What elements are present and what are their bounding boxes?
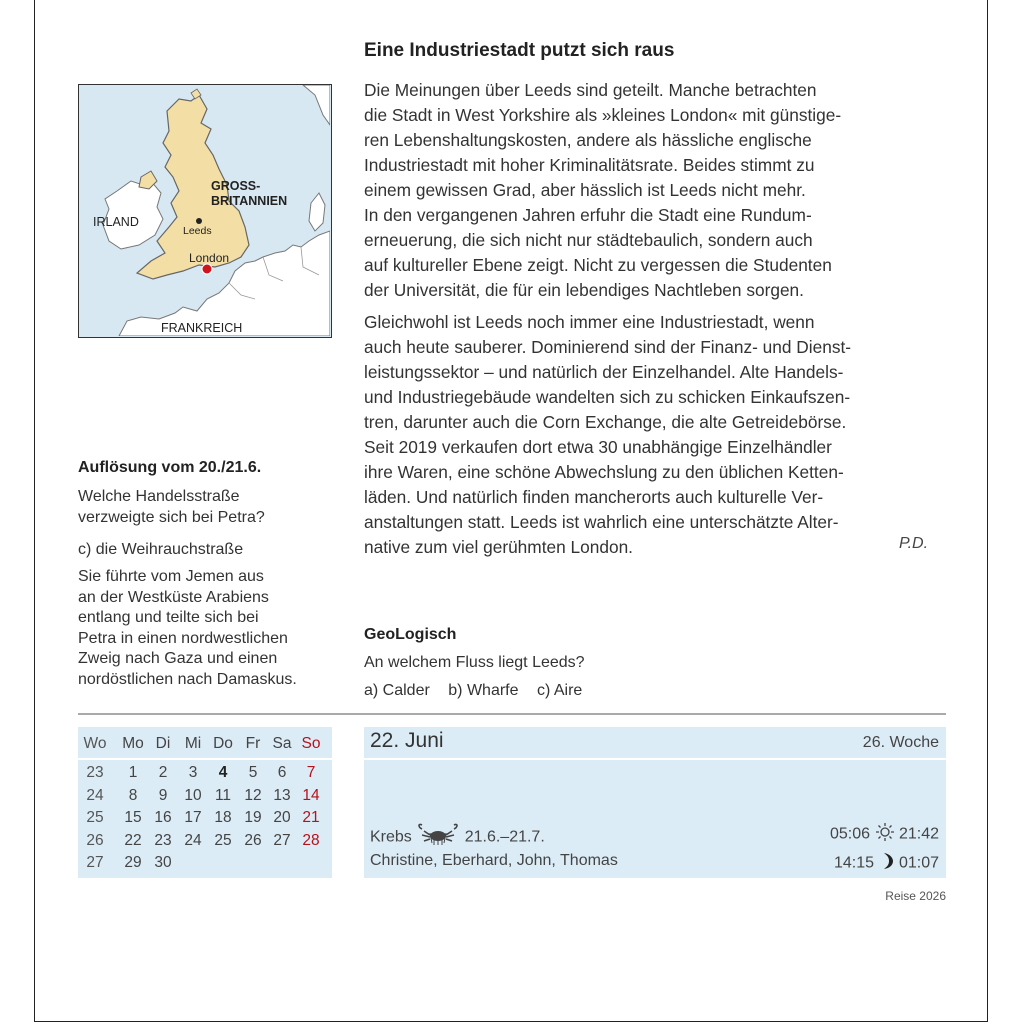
calendar-day: 18: [214, 809, 232, 826]
map-label-frankreich: FRANKREICH: [161, 321, 243, 335]
calendar-week-number: 23: [86, 764, 104, 781]
article-line: Industriestadt mit hoher Kriminalitätsrate. Beides stimmt zu: [364, 155, 815, 175]
sun-icon: [875, 823, 895, 846]
calendar-day: 1: [128, 764, 138, 781]
calendar-day: 15: [124, 809, 142, 826]
article-line: ren Lebenshaltungskosten, andere als hässliche englische: [364, 130, 812, 150]
moon-times: [834, 852, 939, 875]
article-line: ihre Waren, eine schöne Abwechslung zu den üblichen Ketten-: [364, 462, 844, 482]
calendar-separator: [78, 758, 332, 760]
geologisch-title: GeoLogisch: [364, 626, 457, 643]
article-line: Gleichwohl ist Leeds noch immer eine Industriestadt, wenn: [364, 312, 815, 332]
calendar-header-row: [78, 727, 332, 758]
calendar-day: 10: [184, 786, 202, 804]
solution-explanation: [78, 567, 348, 690]
calendar-day: 14: [302, 786, 320, 804]
calendar-day: 20: [273, 809, 291, 826]
week-number: 26. Woche: [862, 734, 939, 751]
calendar-day: 13: [273, 786, 291, 804]
calendar-header-day: Do: [213, 735, 233, 752]
article-paragraph-2: [364, 310, 954, 560]
calendar-header-week: Wo: [83, 735, 107, 752]
sun-times: [830, 823, 939, 846]
calendar-day: 9: [158, 786, 168, 804]
solution-explanation-line: Petra in einen nordwestlichen: [78, 629, 288, 647]
calendar-day: 5: [248, 764, 258, 781]
solution-answer: [78, 540, 348, 561]
article-line: anstaltungen statt. Leeds ist wahrlich eine unterschätzte Alter-: [364, 512, 839, 532]
article-line: auch heute sauberer. Dominierend sind der Finanz- und Dienst-: [364, 337, 852, 357]
calendar-header-day: Di: [155, 735, 171, 752]
solution-question-line: Welche Handelsstraße: [78, 488, 240, 505]
sunset-time: 21:42: [898, 825, 939, 843]
geologisch-options: [364, 682, 596, 700]
article-line: Seit 2019 verkaufen dort etwa 30 unabhängige Einzelhändler: [364, 437, 832, 457]
calendar-day: 23: [154, 831, 172, 849]
map-label-gb-line2: BRITANNIEN: [211, 194, 288, 208]
day-details: [364, 760, 946, 878]
moonrise-time: 14:15: [834, 854, 875, 872]
moonset-time: 01:07: [898, 854, 939, 872]
name-days: Christine, Eberhard, John, Thomas: [370, 852, 618, 869]
article-paragraph-1: [364, 78, 954, 303]
zodiac-range: 21.6.–21.7.: [464, 828, 545, 846]
zodiac-info: [370, 823, 545, 852]
article-line: einem gewissen Grad, aber hässlich ist Leeds nicht mehr.: [364, 180, 806, 200]
article-line: die Stadt in West Yorkshire als »kleines London« mit günstige-: [364, 105, 842, 125]
calendar-day: 12: [244, 786, 262, 804]
geologisch-option: a) Calder: [364, 682, 430, 699]
geologisch-option: c) Aire: [536, 682, 583, 699]
article-line: native zum viel gerühmten London.: [364, 537, 633, 557]
sunrise-time: 05:06: [830, 825, 871, 843]
crab-icon: [416, 823, 460, 852]
calendar-header-day: Fr: [245, 735, 261, 752]
calendar-week-number: 27: [86, 854, 104, 871]
article-line: tren, darunter auch die Corn Exchange, die alte Getreidebörse.: [364, 412, 847, 432]
article-line: der Universität, die für ein lebendiges Nachtleben sorgen.: [364, 280, 804, 300]
calendar-day: 27: [273, 831, 291, 849]
map-svg: [79, 85, 330, 336]
calendar-week-number: 24: [86, 786, 104, 804]
solution-explanation-line: an der Westküste Arabiens: [78, 588, 269, 606]
calendar-header-sunday: So: [301, 735, 321, 752]
calendar-header-day: Sa: [272, 735, 292, 752]
day-title: 22. Juni: [370, 729, 444, 752]
solution-explanation-line: Sie führte vom Jemen aus: [78, 568, 264, 585]
geologisch-option: b) Wharfe: [448, 682, 519, 699]
calendar-week-number: 25: [86, 809, 104, 826]
calendar-day: 16: [154, 809, 172, 826]
article-line: erneuerung, die sich nicht nur städtebaulich, sondern auch: [364, 230, 813, 250]
calendar-day: 28: [302, 831, 320, 849]
article-line: Die Meinungen über Leeds sind geteilt. Manche betrachten: [364, 80, 817, 100]
calendar-week-number: 26: [86, 831, 104, 849]
article-line: leistungssektor – und natürlich der Einzelhandel. Alte Handels-: [364, 362, 844, 382]
calendar-day: 25: [214, 831, 232, 849]
calendar-header-day: Mo: [122, 735, 144, 752]
calendar-day: 26: [244, 831, 262, 849]
solution-explanation-line: Zweig nach Gaza und einen: [78, 650, 278, 667]
map-great-britain: [78, 84, 332, 338]
calendar-day: 24: [184, 831, 202, 849]
month-calendar: [78, 727, 332, 878]
calendar-day: 11: [214, 786, 232, 804]
solution-explanation-line: nordöstlichen nach Damaskus.: [78, 670, 297, 688]
moon-icon: [879, 852, 895, 875]
article-line: auf kultureller Ebene zeigt. Nicht zu vergessen die Studenten: [364, 255, 832, 275]
map-label-gb: [211, 179, 287, 209]
calendar-day: 6: [277, 764, 287, 781]
map-label-leeds: Leeds: [183, 225, 212, 237]
calendar-day: 30: [154, 854, 172, 871]
map-label-london: London: [189, 251, 230, 265]
zodiac-name: Krebs: [370, 828, 412, 846]
solution-explanation-line: entlang und teilte sich bei: [78, 609, 259, 626]
calendar-day: 21: [302, 809, 320, 826]
calendar-day: 8: [128, 786, 138, 804]
map-label-gb-line1: GROSS-: [211, 179, 261, 193]
article-line: In den vergangenen Jahren erfuhr die Stadt eine Rundum-: [364, 205, 812, 225]
section-divider: [78, 713, 946, 715]
calendar-day: 3: [188, 764, 198, 781]
solution-answer-line: c) die Weihrauchstraße: [78, 541, 244, 558]
geologisch-question: An welchem Fluss liegt Leeds?: [364, 654, 585, 671]
article-author: P.D.: [899, 535, 929, 552]
article-line: und Industriegebäude wandelten sich zu schicken Einkaufszen-: [364, 387, 851, 407]
day-header: [364, 727, 946, 758]
article-line: läden. Und natürlich finden mancherorts auch kulturelle Ver-: [364, 487, 824, 507]
solution-title: Auflösung vom 20./21.6.: [78, 459, 262, 476]
calendar-header-day: Mi: [184, 735, 202, 752]
calendar-day: 4: [218, 764, 228, 781]
footer-label: Reise 2026: [885, 889, 946, 903]
calendar-day: 22: [124, 831, 142, 849]
calendar-day: 7: [306, 764, 316, 781]
solution-question-line: verzweigte sich bei Petra?: [78, 508, 265, 526]
calendar-day: 17: [184, 809, 202, 826]
calendar-day: 19: [244, 809, 262, 826]
calendar-day: 29: [124, 854, 142, 871]
map-label-irland: IRLAND: [93, 215, 139, 229]
calendar-day: 2: [158, 764, 168, 781]
article-headline: Eine Industriestadt putzt sich raus: [364, 40, 675, 61]
solution-question: [78, 487, 348, 528]
